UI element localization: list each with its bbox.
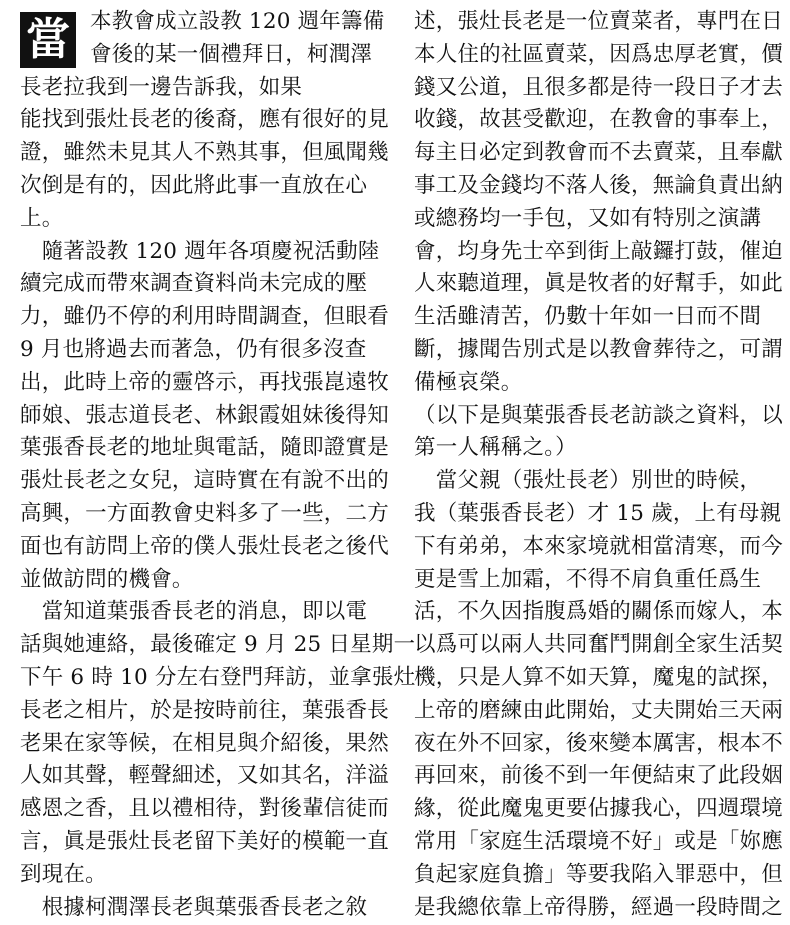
text-line: 老果在家等候，在相見與介紹後，果然 (20, 730, 389, 756)
text-line: 葉張香長老的地址與電話，隨即證實是 (20, 435, 389, 461)
text-line: 續完成而帶來調查資料尚未完成的壓 (20, 271, 368, 297)
text-line: 事工及金錢均不落人後，無論負責出納 (414, 172, 783, 198)
drop-cap: 當 (20, 12, 76, 68)
text-line: 感恩之香，且以禮相待，對後輩信徒而 (20, 796, 389, 822)
text-line: 下午 6 時 10 分左右登門拜訪，並拿張灶 (20, 664, 416, 690)
text-line: 再回來，前後不到一年便結束了此段姻 (414, 763, 783, 789)
text-line: 生活雖清苦，仍數十年如一日而不間 (414, 304, 762, 330)
text-line: 言，眞是張灶長老留下美好的模範一直 (20, 828, 389, 854)
text-line: 師娘、張志道長老、林銀霞姐妹後得知 (20, 402, 389, 428)
text-line: 高興，一方面教會史料多了一些，二方 (20, 500, 389, 526)
text-line: 人來聽道理，眞是牧者的好幫手，如此 (414, 271, 783, 297)
text-line: 證，雖然未見其人不熟其事，但風聞幾 (20, 140, 389, 166)
text-line: 並做訪問的機會。 (20, 566, 194, 592)
text-line: 出，此時上帝的靈啓示，再找張崑遠牧 (20, 369, 389, 395)
text-line: 9 月也將過去而著急，仍有很多沒查 (20, 336, 367, 362)
text-line: 或總務均一手包，又如有特別之演講 (414, 205, 762, 231)
text-line: 述，張灶長老是一位賣菜者，專門在日 (414, 9, 783, 34)
text-line: 斷，據聞告別式是以教會葬待之，可謂 (414, 336, 783, 362)
text-line: 當知道葉張香長老的消息，即以電 (20, 599, 368, 625)
text-line: 次倒是有的，因此將此事一直放在心 (20, 172, 368, 198)
text-line: 上帝的磨練由此開始，丈夫開始三天兩 (414, 697, 783, 723)
text-line: 下有弟弟，本來家境就相當清寒，而今 (414, 533, 783, 559)
text-line: 負起家庭負擔」等要我陷入罪惡中，但 (414, 861, 783, 887)
text-line: 以爲可以兩人共同奮鬥開創全家生活契 (414, 632, 783, 658)
text-line: 話與她連絡，最後確定 9 月 25 日星期一 (20, 632, 416, 658)
text-line: 夜在外不回家，後來變本厲害，根本不 (414, 730, 783, 756)
text-line: 長老之相片，於是按時前往，葉張香長 (20, 697, 389, 723)
text-line: 常用「家庭生活環境不好」或是「妳應 (414, 828, 783, 854)
text-line: 力，雖仍不停的利用時間調查，但眼看 (20, 304, 389, 330)
text-line: 更是雪上加霜，不得不肩負重任爲生 (414, 566, 762, 592)
right-column (414, 6, 783, 924)
text-line: 是我總依靠上帝得勝，經過一段時間之 (414, 894, 783, 920)
text-line: 每主日必定到教會而不去賣菜，且奉獻 (414, 140, 783, 166)
text-line: 到現在。 (20, 861, 107, 887)
text-line: 機，只是人算不如天算，魔鬼的試探， (414, 664, 783, 690)
text-line: 面也有訪問上帝的僕人張灶長老之後代 (20, 533, 389, 559)
text-line: 本教會成立設教 120 週年籌備 (90, 9, 385, 34)
text-line: 上。 (20, 205, 64, 231)
text-line: 會，均身先士卒到街上敲鑼打鼓，催迫 (414, 238, 783, 264)
text-line: 根據柯潤澤長老與葉張香長老之敘 (20, 894, 368, 920)
text-line: 張灶長老之女兒，這時實在有說不出的 (20, 468, 389, 494)
text-line: 備極哀榮。 (414, 369, 523, 395)
text-line: 活，不久因指腹爲婚的關係而嫁人，本 (414, 599, 783, 625)
text-line: 緣，從此魔鬼更要佔據我心，四週環境 (414, 796, 783, 822)
text-line: 本人住的社區賣菜，因爲忠厚老實，價 (414, 41, 783, 67)
text-line: 長老拉我到一邊告訴我，如果 (20, 74, 303, 100)
text-line: 收錢，故甚受歡迎，在教會的事奉上， (414, 107, 783, 133)
text-line: 當父親（張灶長老）別世的時候， (414, 468, 762, 494)
text-line: 我（葉張香長老）才 15 歲，上有母親 (414, 500, 782, 526)
text-line: 第一人稱稱之。） (414, 435, 577, 461)
left-column (20, 6, 416, 924)
text-line: 錢又公道，且很多都是待一段日子才去 (414, 74, 783, 100)
text-line: 能找到張灶長老的後裔，應有很好的見 (20, 107, 389, 133)
text-line: 人如其聲，輕聲細述，又如其名，洋溢 (20, 763, 389, 789)
text-line: 隨著設教 120 週年各項慶祝活動陸 (20, 238, 380, 264)
text-line: （以下是與葉張香長老訪談之資料，以 (414, 402, 783, 428)
text-line: 會後的某一個禮拜日，柯潤澤 (90, 41, 373, 67)
